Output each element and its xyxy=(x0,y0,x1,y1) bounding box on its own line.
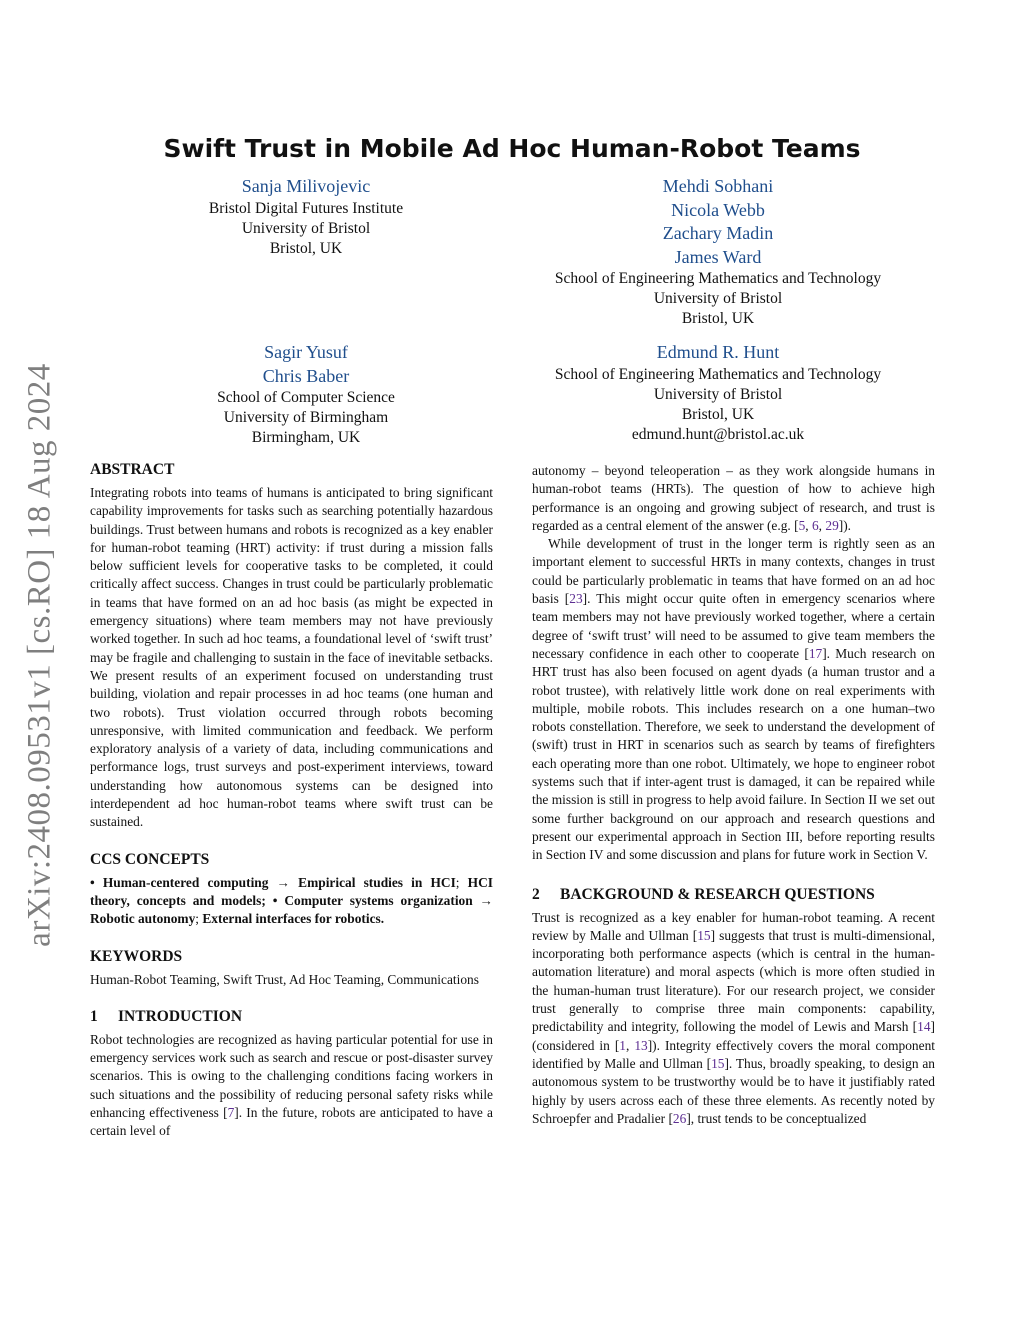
affiliation-line: Bristol, UK xyxy=(269,239,343,257)
affiliation-line: University of Bristol xyxy=(241,219,371,237)
citation-link[interactable]: 29 xyxy=(825,517,839,533)
affiliation-line: School of Computer Science xyxy=(217,389,395,406)
arxiv-identifier xyxy=(10,355,70,955)
citation-link[interactable]: 14 xyxy=(917,1019,931,1035)
text-run: autonomy – beyond teleoperation – as they work alongside humans in human-robot teams (HRTs). The question of how to achieve high performance is an ongoing and growing subject of research, and trust is regarded as a central element of the answer (e.g. [ xyxy=(532,463,935,533)
text-run: , xyxy=(805,517,812,533)
introduction-paragraph xyxy=(90,1031,493,1141)
section-number: 1 xyxy=(90,1007,98,1025)
text-run: ]). Integrity effectively covers the moral component identified by Malle and Ullman [ xyxy=(532,1037,935,1071)
text-run: ]. This might occur quite often in emergency scenarios where team members may not have previously worked together, where a certain degree of ‘swift trust’ will need to be assumed to give team members the necessary confidence in each other to cooperate [ xyxy=(532,591,936,661)
intro-continued-paragraph xyxy=(532,462,935,535)
abstract-heading: ABSTRACT xyxy=(90,461,175,478)
text-run: , xyxy=(626,1037,635,1053)
ccs-concept: Empirical studies in HCI xyxy=(298,874,456,890)
ccs-arrow: → xyxy=(268,874,299,890)
citation-link[interactable]: 15 xyxy=(697,927,711,943)
text-run: ] suggests that trust is multi-dimensional, incorporating both performance aspects (which is central in the human-automation literature) and moral aspects (which is more often studied in the human-human trust literature). For our research project, we consider trust generally to comprise three main components: capability, predictability and integrity, following the model of Lewis and Marsh [ xyxy=(532,927,935,1035)
section-number: 2 xyxy=(532,885,540,903)
ccs-concept: Human-centered computing xyxy=(102,874,269,890)
ccs-end: . xyxy=(380,911,385,927)
text-run: While development of trust in the longer term is rightly seen as an important element to successful HRTs in many contexts, changes in trust could be particularly problematic in teams that have formed on an ad hoc basis [ xyxy=(532,536,935,607)
ccs-concept: Computer systems organization xyxy=(284,892,473,908)
affiliation-line: University of Bristol xyxy=(653,290,783,307)
section-title: INTRODUCTION xyxy=(118,1007,243,1025)
author-name[interactable]: Nicola Webb xyxy=(671,199,765,220)
section-title: BACKGROUND & RESEARCH QUESTIONS xyxy=(560,885,875,903)
left-column xyxy=(90,460,493,1141)
introduction-heading xyxy=(90,1007,493,1027)
citation-link[interactable]: 23 xyxy=(569,591,583,607)
ccs-heading: CCS CONCEPTS xyxy=(90,850,210,868)
author-group-3 xyxy=(156,341,456,448)
affiliation-line: School of Engineering Mathematics and Technology xyxy=(554,270,882,287)
background-paragraph xyxy=(532,909,935,1129)
author-name[interactable]: Zachary Madin xyxy=(662,223,774,243)
citation-link[interactable]: 1 xyxy=(619,1037,626,1053)
ccs-concept: HCI theory, concepts and models xyxy=(90,874,493,908)
background-heading xyxy=(532,885,935,905)
abstract-text: Integrating robots into teams of humans is anticipated to bring significant capability improvements for tasks such as searching potentially hazardous buildings. Trust between humans and robots is recognized as a key enabler for human-robot teaming (HRT) activity: if trust during a mission falls below sufficient levels for cooperative tasks to be completed, it could critically affect success. Changes in trust could be particularly problematic in teams that have formed on an ad hoc basis (as might be expected in emergency situations) where team members may not have previously worked together. In such ad hoc teams, a foundational level of ‘swift trust’ may be fragile and challenging to sustain in the face of inevitable setbacks. We present results of an experiment focused on understanding trust building, violation and repair processes in ad hoc teams (one human and two robots). Trust violation occurred through robots becoming unresponsive, with limited communication and feedback. We perform exploratory analysis of a variety of data, including communications and performance logs, trust surveys and post-experiment interviews, toward understanding how autonomous systems can be designed into interdependent ad hoc human-robot teams where swift trust can be sustained. xyxy=(90,485,493,830)
text-run: ]. Much research on HRT trust has also been focused on agent dyads (a human trustor and a robot trustee), with relatively little work done on real experiments with multiple, mobile robots. This includes research on a one human–two robots constellation. Therefore, we seek to understand the development of (swift) trust in HRT in scenarios such as search by teams of firefighters each operating more than one robot. Ultimately, we hope to engineer robot systems such that if inter-agent trust is damaged, it can be repaired while the mission is still in progress to help avoid failure. In Section II we set out some further background on our approach and research questions and present our experimental approach in Section III, before reporting results in Section IV and some discussion and plans for future work in Section V. xyxy=(532,645,935,863)
citation-link[interactable]: 6 xyxy=(811,517,819,533)
citation-link[interactable]: 7 xyxy=(227,1105,235,1121)
citation-link[interactable]: 13 xyxy=(634,1037,648,1053)
author-group-4 xyxy=(518,341,918,445)
citation-link[interactable]: 5 xyxy=(798,517,806,533)
text-run: ]. Thus, broadly speaking, to design an autonomous system to be trustworthy would be to have it justifiably rated highly by users across each of these three elements. As recently noted by Schroepfer and Pradalier [ xyxy=(532,1055,935,1126)
text-run: ], trust tends to be conceptualized xyxy=(686,1110,867,1126)
intro-paragraph-2 xyxy=(532,535,935,864)
ccs-concept: External interfaces for robotics xyxy=(202,911,381,927)
author-group-2 xyxy=(518,175,918,329)
author-name[interactable]: Sagir Yusuf xyxy=(264,342,348,362)
author-name[interactable]: James Ward xyxy=(674,246,762,267)
author-name[interactable]: Sanja Milivojevic xyxy=(241,176,371,196)
affiliation-line: Bristol, UK xyxy=(681,405,755,423)
ccs-separator: ; xyxy=(455,874,468,890)
affiliation-line: University of Bristol xyxy=(653,385,783,403)
ccs-concepts xyxy=(90,874,493,929)
text-run: Trust is recognized as a key enabler for human-robot teaming. A recent review by Malle and Ullman [ xyxy=(532,909,935,943)
affiliation-line: Bristol, UK xyxy=(681,310,755,327)
ccs-separator: ; xyxy=(195,911,203,927)
ccs-arrow: → xyxy=(472,892,493,908)
citation-link[interactable]: 17 xyxy=(808,645,823,661)
right-column xyxy=(532,462,935,1128)
author-name[interactable]: Edmund R. Hunt xyxy=(656,342,780,362)
author-email[interactable]: edmund.hunt@bristol.ac.uk xyxy=(631,425,805,443)
citation-link[interactable]: 15 xyxy=(711,1055,725,1071)
ccs-bullet: • xyxy=(90,874,103,890)
text-run: , xyxy=(818,517,826,533)
ccs-separator: ; • xyxy=(261,892,285,908)
affiliation-line: Birmingham, UK xyxy=(251,429,361,446)
citation-link[interactable]: 26 xyxy=(672,1110,687,1126)
affiliation-line: Bristol Digital Futures Institute xyxy=(208,199,404,217)
text-run: ] (considered in [ xyxy=(532,1019,935,1053)
author-name[interactable]: Chris Baber xyxy=(262,365,350,386)
author-group-1 xyxy=(156,175,456,259)
keywords-heading: KEYWORDS xyxy=(90,947,183,965)
text-run: ]. In the future, robots are anticipated to have a certain level of xyxy=(90,1105,493,1139)
affiliation-line: University of Birmingham xyxy=(223,409,389,426)
text-run: Robot technologies are recognized as having particular potential for use in emergency services work such as search and rescue or post-disaster survey scenarios. This is owing to the challenging conditions facing workers in such situations and the possibility of reducing personal safety risks while enhancing effectiveness [ xyxy=(90,1031,493,1121)
paper-title: Swift Trust in Mobile Ad Hoc Human-Robot Teams xyxy=(163,134,861,163)
text-run: ]). xyxy=(838,517,852,533)
arxiv-id-text: arXiv:2408.09531v1 [cs.RO] 18 Aug 2024 xyxy=(21,363,58,947)
ccs-concept: Robotic autonomy xyxy=(90,911,196,927)
keywords-text: Human-Robot Teaming, Swift Trust, Ad Hoc Teaming, Communications xyxy=(90,971,479,987)
author-name[interactable]: Mehdi Sobhani xyxy=(662,176,774,196)
affiliation-line: School of Engineering Mathematics and Technology xyxy=(554,365,882,383)
